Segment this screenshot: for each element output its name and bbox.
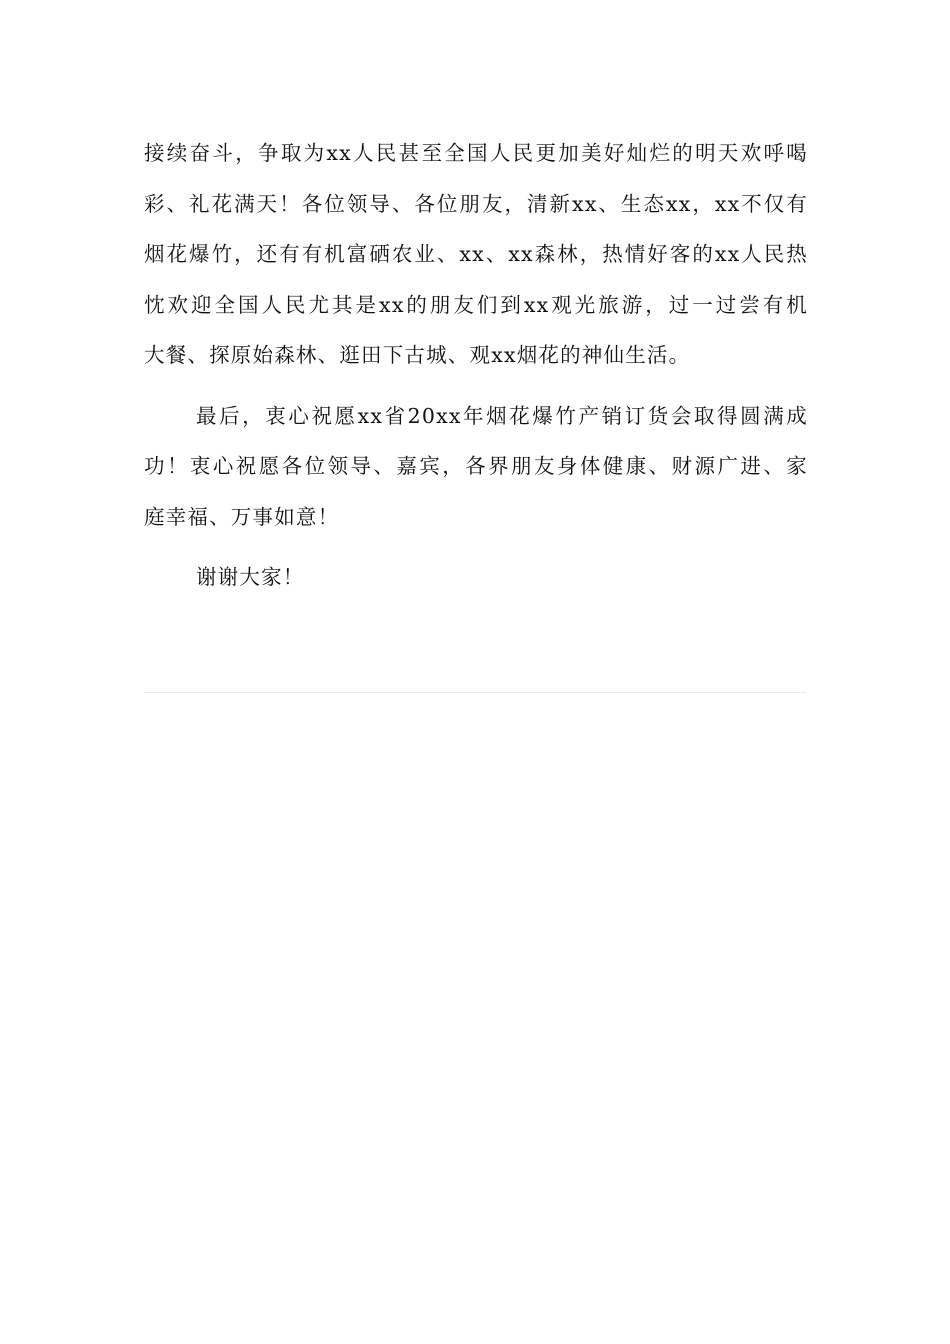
text-line: 烟花爆竹，还有有机富硒农业、xx、xx森林，热情好客的xx人民热: [144, 242, 808, 266]
document-body: [144, 128, 808, 603]
paragraph-spacer: [144, 381, 808, 391]
text-line: 庭幸福、万事如意！: [144, 504, 340, 529]
text-line: 最后，衷心祝愿xx省20xx年烟花爆竹产销订货会取得圆满成: [196, 403, 808, 428]
text-line: 忱欢迎全国人民尤其是xx的朋友们到xx观光旅游，过一过尝有机: [144, 292, 808, 317]
text-line: 功！衷心祝愿各位领导、嘉宾，各界朋友身体健康、财源广进、家: [144, 454, 808, 478]
paragraph-thanks: [144, 552, 808, 603]
text-line: 大餐、探原始森林、逛田下古城、观xx烟花的神仙生活。: [144, 343, 691, 367]
paragraph-spacer: [144, 542, 808, 552]
text-line: 谢谢大家！: [196, 565, 305, 589]
section-divider: [144, 692, 806, 693]
text-line: 接续奋斗，争取为xx人民甚至全国人民更加美好灿烂的明天欢呼喝: [144, 141, 808, 165]
paragraph-best-wishes: [144, 391, 808, 543]
paragraph-closing-appeal: [144, 128, 808, 381]
text-line: 彩、礼花满天！各位领导、各位朋友，清新xx、生态xx，xx不仅有: [144, 191, 808, 216]
